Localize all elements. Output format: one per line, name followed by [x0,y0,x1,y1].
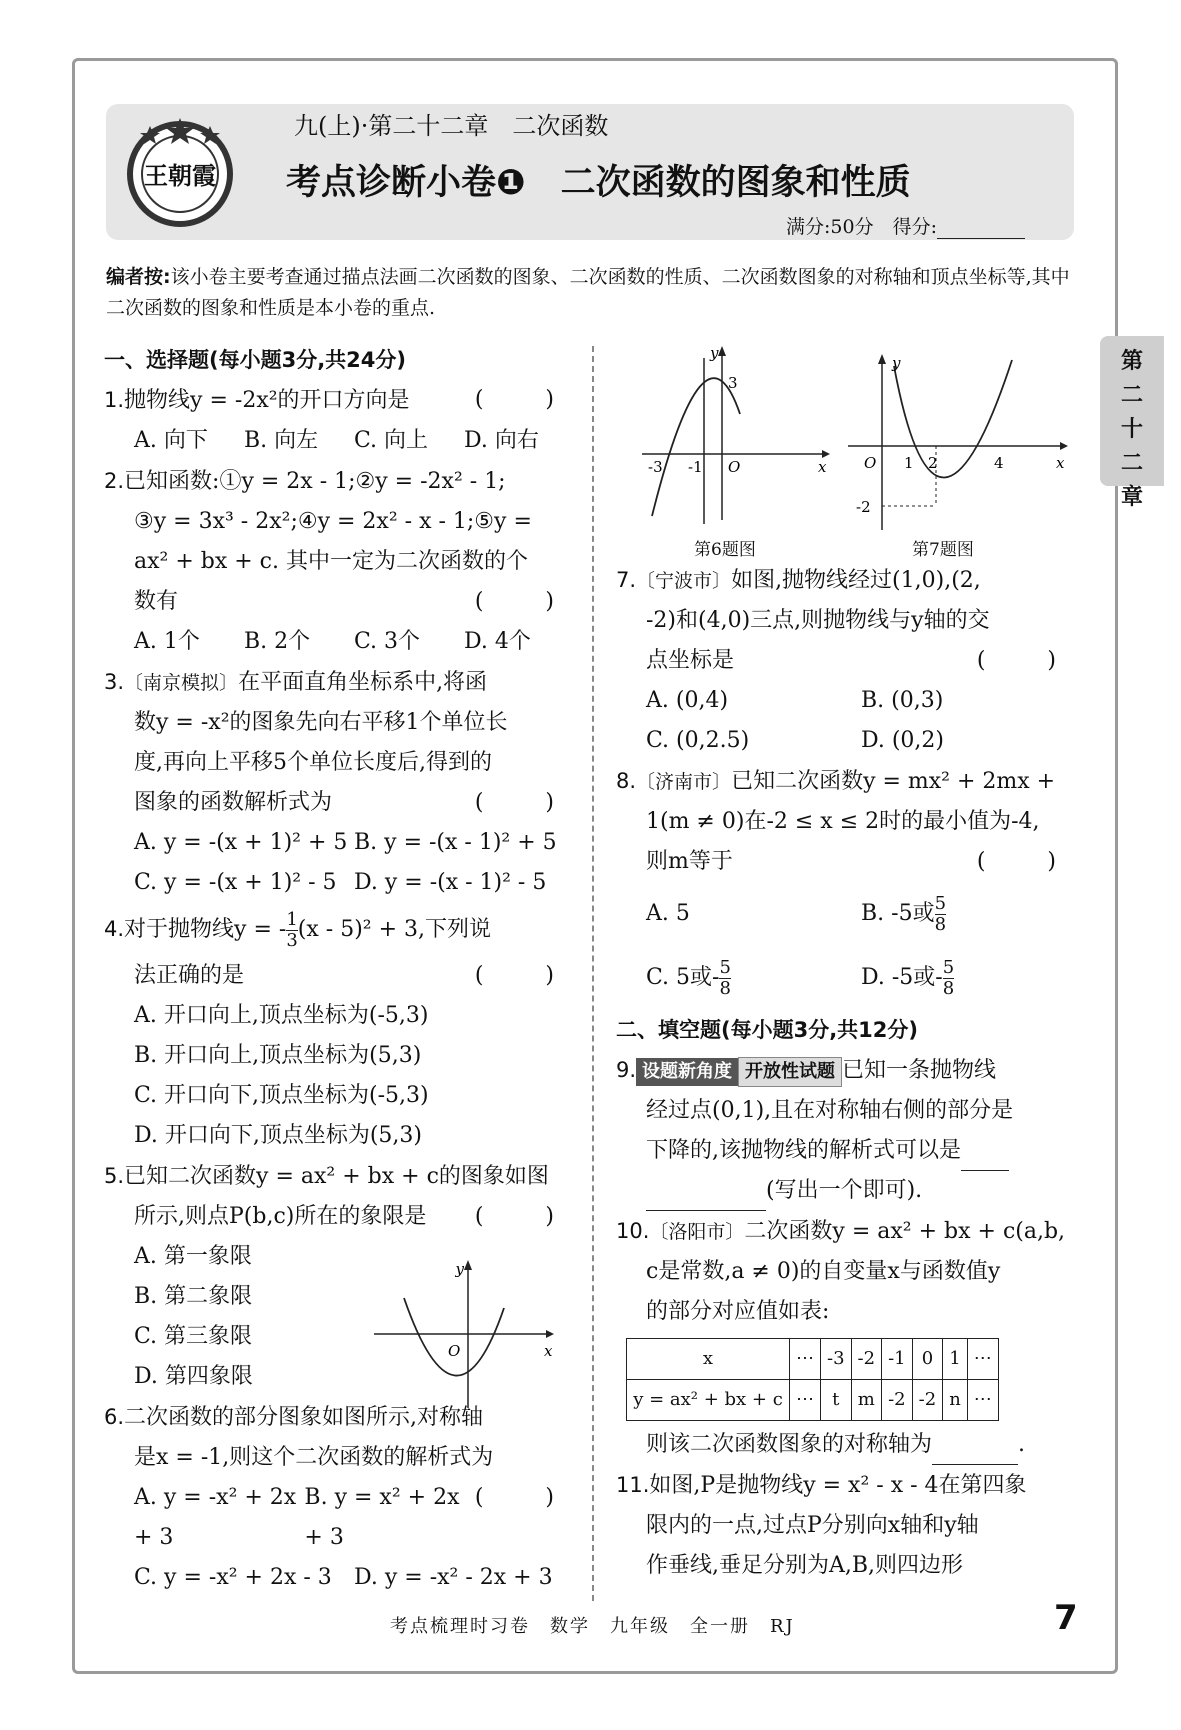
publisher-seal-logo [120,112,240,232]
option[interactable]: D. 开口向下,顶点坐标为(5,3) [134,1123,422,1148]
option[interactable]: C. y = -x² + 2x - 3 [134,1565,332,1590]
table-row: x ⋯ -3 -2 -1 0 1 ⋯ [627,1339,999,1380]
section-fill-title: 二、填空题(每小题3分,共12分) [616,1018,919,1042]
option[interactable]: D. y = -(x - 1)² - 5 [354,870,547,895]
question-7: 7.〔宁波市〕如图,抛物线经过(1,0),(2, -2)和(4,0)三点,则抛物线与y轴的交 点坐标是 ( ) [616,568,1076,673]
page-title: 考点诊断小卷❶ 二次函数的图象和性质 [286,163,911,203]
tick-label: -2 [856,498,871,516]
editor-label: 编者按: [106,266,171,288]
tag-badge: 开放性试题 [738,1057,842,1087]
tag-badge: 设题新角度 [636,1058,738,1086]
option[interactable]: B. 第二象限 [134,1284,253,1309]
side-tab-char: 十 [1120,417,1143,442]
option[interactable]: C. 开口向下,顶点坐标为(-5,3) [134,1083,429,1108]
page-number: 7 [1054,1598,1078,1638]
option[interactable]: A. 第一象限 [134,1244,252,1269]
section-choice-title: 一、选择题(每小题3分,共24分) [104,348,407,372]
option[interactable]: D. -5或- $\frac{5}{8}$ [861,956,955,999]
side-tab-char: 章 [1120,485,1143,510]
option[interactable]: C. 5或- $\frac{5}{8}$ [646,956,731,999]
value-table [626,1338,999,1421]
option[interactable]: D. y = -x² - 2x + 3 [354,1565,553,1590]
option[interactable]: A. y = -x² + 2x + 3 [134,1485,297,1550]
question-2: 2.已知函数:①y = 2x - 1;②y = -2x² - 1; ③y = 3x³ - 2x²;④y = 2x² - x - 1;⑤y = ax² + bx + c. 其中一定为二次函数的个 数有 ( ) [104,469,574,614]
tick-label: -3 [648,458,663,476]
question-1-options [104,421,574,461]
option[interactable]: D. 向右 [464,428,539,453]
question-6: 6.二次函数的部分图象如图所示,对称轴 是x = -1,则这个二次函数的解析式为 ( ) [104,1405,574,1510]
fraction: $\frac{5}{8}$ [942,956,955,999]
option[interactable]: D. 4个 [464,629,531,654]
question-1: 1.抛物线y = -2x²的开口方向是 ( ) [104,387,574,413]
option[interactable]: B. -5或 $\frac{5}{8}$ [861,892,947,935]
question-10: 10.〔洛阳市〕二次函数y = ax² + bx + c(a,b, c是常数,a ≠ 0)的自变量x与函数值y 的部分对应值如表: [616,1219,1066,1324]
question-3-options [104,823,574,863]
question-6-options [104,1478,475,1558]
option[interactable]: B. 开口向上,顶点坐标为(5,3) [134,1043,422,1068]
option[interactable]: A. 1个 [134,629,200,654]
fraction: $\frac{1}{3}$ [286,908,298,951]
option[interactable]: A. 5 [646,901,690,926]
axis-label-y: y [892,354,901,372]
option[interactable]: C. y = -(x + 1)² - 5 [134,870,337,895]
axis-label-y: y [455,1260,464,1278]
tick-label: 1 [904,454,914,472]
option[interactable]: B. y = -(x - 1)² + 5 [354,830,557,855]
question-5: 5.已知二次函数y = ax² + bx + c的图象如图 所示,则点P(b,c)所在的象限是 ( ) [104,1164,574,1229]
axis-label-x: x [544,1342,553,1360]
answer-blank[interactable] [961,1148,1009,1171]
score-blank[interactable] [937,220,1025,239]
figure-7-caption: 第7题图 [912,540,974,560]
option[interactable]: B. (0,3) [861,688,944,713]
figure-6-caption: 第6题图 [694,540,756,560]
full-score: 满分:50分 [786,216,874,238]
origin-label: O [448,1342,461,1360]
question-9: 9. 设题新角度 开放性试题 已知一条抛物线 经过点(0,1),且在对称轴右侧的部分是 下降的,该抛物线的解析式可以是 (写出一个即可). [616,1050,1076,1211]
footer-text: 考点梳理时习卷 数学 九年级 全一册 RJ [390,1616,795,1637]
score-line [786,212,1025,239]
question-8: 8.〔济南市〕已知二次函数y = mx² + 2mx + 1(m ≠ 0)在-2 ≤ x ≤ 2时的最小值为-4, 则m等于 ( ) [616,769,1076,874]
option[interactable]: C. 第三象限 [134,1324,253,1349]
option[interactable]: D. 第四象限 [134,1364,253,1389]
got-score-label: 得分: [892,216,938,238]
question-3: 3.〔南京模拟〕在平面直角坐标系中,将函 数y = -x²的图象先向右平移1个单位长 度,再向上平移5个单位长度后,得到的 图象的函数解析式为 ( ) [104,670,574,815]
origin-label: O [728,458,741,476]
option[interactable]: A. 开口向上,顶点坐标为(-5,3) [134,1003,429,1028]
table-row: y = ax² + bx + c ⋯ t m -2 -2 n ⋯ [627,1380,999,1421]
option[interactable]: B. y = x² + 2x + 3 [304,1485,460,1550]
option[interactable]: C. (0,2.5) [646,728,750,753]
side-tab-char: 二 [1120,383,1143,408]
axis-label-x: x [1056,454,1065,472]
option[interactable]: B. 向左 [244,428,319,453]
answer-blank[interactable] [646,1188,766,1211]
option[interactable]: A. 向下 [134,428,208,453]
option[interactable]: D. (0,2) [861,728,944,753]
seal-text: 王朝霞 [144,161,216,190]
question-4: 4.对于抛物线y = - $\frac{1}{3}$ (x - 5)² + 3,下列说 [104,908,492,951]
question-5-figure [374,1258,554,1408]
answer-blank[interactable] [932,1442,1018,1465]
side-tab-char: 第 [1120,349,1143,374]
option[interactable]: A. (0,4) [646,688,729,713]
column-divider [592,346,594,1601]
axis-label-y: y [710,344,719,362]
question-2-options [104,622,574,662]
tick-label: -1 [688,458,703,476]
option[interactable]: C. 向上 [354,428,429,453]
axis-label-x: x [818,458,827,476]
fraction: $\frac{5}{8}$ [934,892,947,935]
tick-label: 4 [994,454,1004,472]
option[interactable]: A. y = -(x + 1)² + 5 [134,830,348,855]
fraction: $\frac{5}{8}$ [719,956,731,999]
chapter-label: 九(上)·第二十二章 二次函数 [294,112,609,140]
option[interactable]: C. 3个 [354,629,421,654]
question-7-figure [848,352,1068,532]
option[interactable]: B. 2个 [244,629,311,654]
question-11: 11.如图,P是抛物线y = x² - x - 4在第四象 限内的一点,过点P分别向x轴和y轴 作垂线,垂足分别为A,B,则四边形 [616,1473,1027,1578]
tick-label: 3 [728,374,738,392]
left-column: 一、选择题(每小题3分,共24分) 1.抛物线y = -2x²的开口方向是 ( ) A. 向下 B. 向左 C. 向上 D. 向右 2.已知函数:①y = 2x - 1;②y = -2x² - 1; ③y = 3x³ - 2x²;④y = 2x² - x - 1;⑤y = ax² + bx + c. 其中一定为二次函数的个 数有 ( ) A. 1个 B. 2个 C. 3个 D. 4个 3.〔南京模拟〕在平面直角坐标系中,将函 数y = -x²的图象先向右平移1个单位长 度,再向上平移5个单位长度后,得到的 图象的函数解析式为 ( ) A. y = -(x + 1)² + 5 B. y = -(x - 1)² + 5 C. y = -(x + 1)² - 5 D. y = -(x - 1)² - 5 4.对于抛物线y = - $\frac{1}{3}$ (x - 5)² + 3,下列说 法正确的是 ( ) A. 开口向上,顶点坐标为(-5,3) B. 开口向上,顶点坐标为(5,3) C. 开口向下,顶点坐标为(-5,3) D. 开口向下,顶点坐标为(5,3) 5.已知二次函数y = ax² + bx + c的图象如图 所示,则点P(b,c)所在的象限是 ( ) A. 第一象限 B. 第二象限 C. 第三象限 D. 第四象限 6.二次函数的部分图象如图所示,对称轴 是x = -1,则这个二次函数的解析式为 ( ) A. y = -x² + 2x + 3 B. y = x² + 2x + 3 C. y = -x² + 2x - 3 D. y = -x² - 2x + 3 [104,340,574,1598]
chapter-side-tab [1100,336,1164,510]
question-6-figure [640,344,830,534]
tick-label: 2 [928,454,938,472]
editor-note [106,262,1080,324]
right-column: 7.〔宁波市〕如图,抛物线经过(1,0),(2, -2)和(4,0)三点,则抛物线与y轴的交 点坐标是 ( ) A. (0,4) B. (0,3) C. (0,2.5) D. (0,2) 8.〔济南市〕已知二次函数y = mx² + 2mx + 1(m ≠ 0)在-2 ≤ x ≤ 2时的最小值为-4, 则m等于 ( ) A. 5 B. -5或 $\frac{5}{8}$ C. 5或- $\frac{5}{8}$ D. -5或- $\frac{5}{8}$ 二、填空题(每小题3分,共12分) 9. 设题新角度 开放性试题 已知一条抛物线 经过点(0,1),且在对称轴右侧的部分是 下降的,该抛物线的解析式可以是 (写出一个即可). 10.〔洛阳市〕二次函数y = ax² + bx + c(a,b, c是常数,a ≠ 0)的自变量x与函数值y 的部分对应值如表: x ⋯ -3 -2 -1 0 1 ⋯ y = ax² + bx + c ⋯ t m -2 -2 n ⋯ 则该二次函数图象的对称轴为 . 11.如图,P是抛物线y = x² - x - 4在第四象 限内的一点,过点P分别向x轴和y轴 作垂线,垂足分别为A,B,则四边形 [616,560,1076,1586]
side-tab-char: 二 [1120,451,1143,476]
editor-text: 该小卷主要考查通过描点法画二次函数的图象、二次函数的性质、二次函数图象的对称轴和顶点坐标等,其中二次函数的图象和性质是本小卷的重点. [106,266,1070,319]
origin-label: O [864,454,877,472]
